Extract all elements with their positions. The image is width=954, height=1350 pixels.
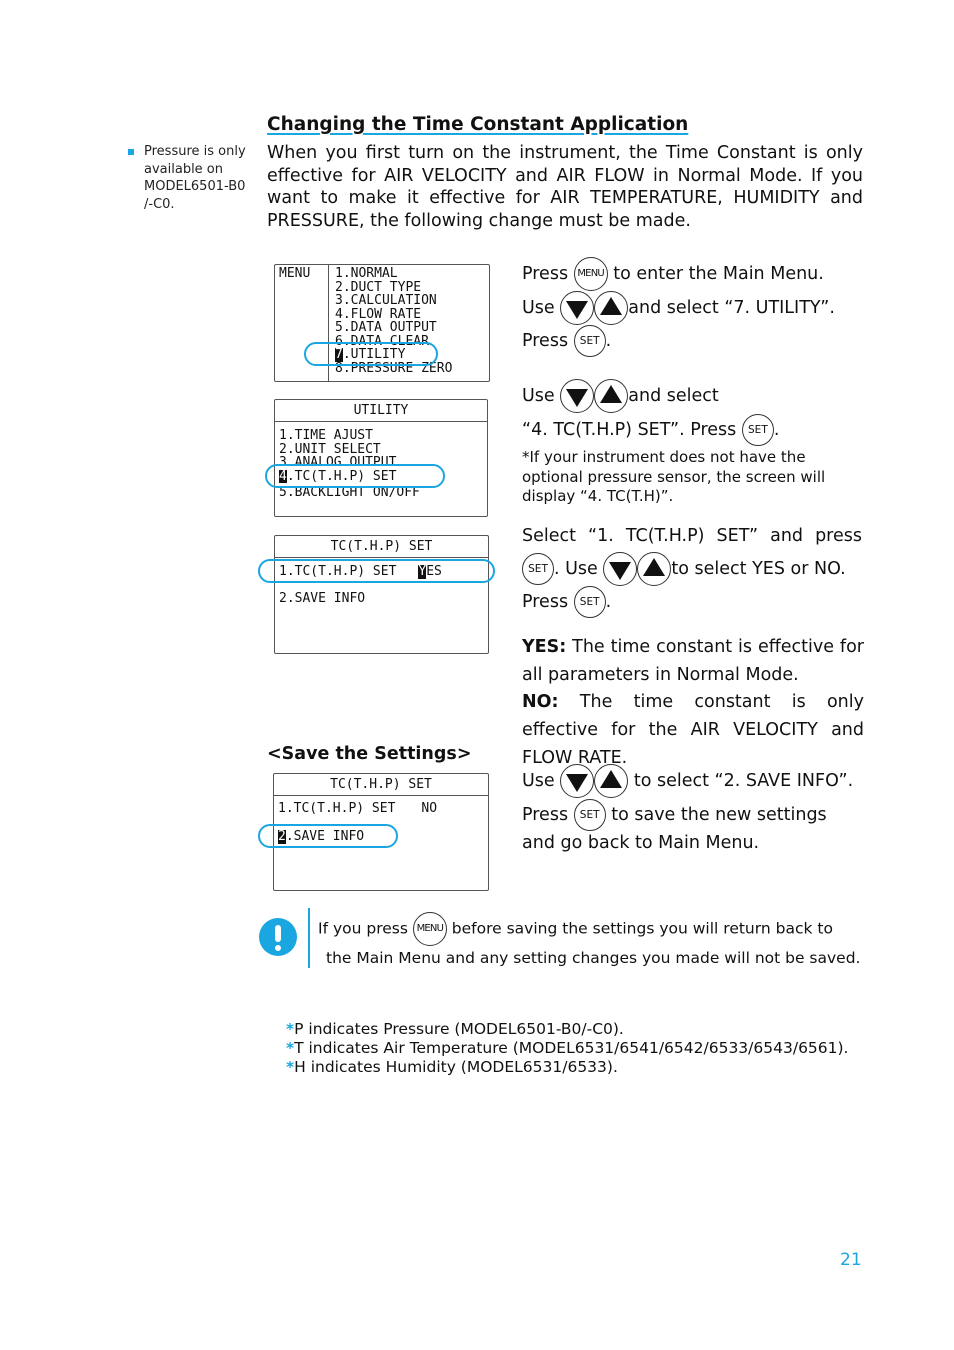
step-text: Press xyxy=(522,592,569,612)
tc-set-row xyxy=(278,802,437,816)
menu-button-icon: MENU xyxy=(413,912,447,946)
step-text: Use xyxy=(522,771,555,791)
save-step-use-arrows xyxy=(522,764,853,798)
tc-set-label: 1.TC(T.H.P) SET xyxy=(278,801,396,816)
utility-item: 2.UNIT SELECT xyxy=(279,441,381,457)
step-text: to save the new settings xyxy=(611,805,827,825)
set-button-icon: SET xyxy=(522,553,554,585)
step-press-set xyxy=(522,325,611,357)
yes-label: YES: xyxy=(522,637,567,657)
highlight-ring xyxy=(258,824,398,848)
menu-item: 4.FLOW RATE xyxy=(335,306,422,322)
lcd-cursor: 4 xyxy=(279,468,287,484)
tc-set-label: 1.TC(T.H.P) SET xyxy=(279,564,397,579)
step-text: . Use xyxy=(554,559,598,579)
lcd-header: TC(T.H.P) SET xyxy=(274,774,488,796)
asterisk-icon: * xyxy=(286,1020,295,1038)
lcd-utility xyxy=(274,399,488,517)
bullet-square-icon xyxy=(128,149,134,155)
down-arrow-icon xyxy=(560,379,594,413)
footnote xyxy=(286,1020,624,1039)
menu-item: 6.DATA CLEAR xyxy=(335,333,429,349)
warning-text: If you press xyxy=(318,919,408,938)
step-text: “4. TC(T.H.P) SET”. Press xyxy=(522,420,737,440)
menu-item-label: .UTILITY xyxy=(342,347,406,362)
warning-line-1 xyxy=(318,912,866,946)
lcd-cursor: 2 xyxy=(278,829,286,844)
save-step-press-set xyxy=(522,799,827,831)
warning-exclamation-icon xyxy=(259,918,297,956)
warning-note xyxy=(318,912,866,970)
no-explanation xyxy=(522,688,864,772)
section-title: Changing the Time Constant Application xyxy=(267,114,689,135)
up-arrow-icon xyxy=(637,552,671,586)
lcd-menu-label: MENU xyxy=(279,266,311,281)
lcd-header: UTILITY xyxy=(275,400,487,422)
lcd-cursor: Y xyxy=(418,564,427,579)
utility-item-label: .TC(T.H.P) SET xyxy=(286,468,397,484)
intro-paragraph: When you first turn on the instrument, the Time Constant is only effective for AIR VELOCITY and AIR FLOW in Normal Mode. If you want to make it effective for AIR TEMPERATURE, HUMIDITY and PRESSURE, the following change must be made. xyxy=(267,143,863,231)
down-arrow-icon xyxy=(560,291,594,325)
footnote xyxy=(286,1039,848,1058)
tc-set-value: NO xyxy=(421,801,438,816)
menu-item: 8.PRESSURE ZERO xyxy=(335,360,453,376)
step-text: and select “7. UTILITY”. xyxy=(628,298,835,318)
down-arrow-icon xyxy=(603,552,637,586)
utility-item: 1.TIME AJUST xyxy=(279,428,373,443)
step-press-set-confirm xyxy=(522,586,611,618)
step-text: and select xyxy=(628,386,719,406)
menu-item: 3.CALCULATION xyxy=(335,293,437,308)
step-text: to select “2. SAVE INFO”. xyxy=(633,771,854,791)
lcd-header: TC(T.H.P) SET xyxy=(275,536,488,558)
up-arrow-icon xyxy=(594,379,628,413)
no-text: The time constant is only effective for the AIR VELOCITY and FLOW RATE. xyxy=(522,692,864,768)
set-button-icon: SET xyxy=(574,586,606,618)
step-select-tc-set: Select “1. TC(T.H.P) SET” and press xyxy=(522,526,862,546)
down-arrow-icon xyxy=(560,764,594,798)
set-button-icon: SET xyxy=(574,325,606,357)
save-info-row: 2.SAVE INFO xyxy=(279,591,366,606)
warning-line-2: the Main Menu and any setting changes you made will not be saved. xyxy=(326,949,861,967)
step-text: Press xyxy=(522,331,569,351)
up-arrow-icon xyxy=(594,764,628,798)
step-text: Press xyxy=(522,805,569,825)
footnote-text: P indicates Pressure (MODEL6501-B0/-C0). xyxy=(294,1020,624,1038)
menu-item: 1.NORMAL xyxy=(335,266,398,281)
highlight-ring xyxy=(258,559,495,583)
footnote-text: H indicates Humidity (MODEL6531/6533). xyxy=(294,1058,618,1076)
warning-text: before saving the settings you will return back to xyxy=(451,919,833,938)
tc-set-value: ES xyxy=(426,564,442,579)
step-use-arrows xyxy=(522,291,835,325)
highlight-ring xyxy=(304,342,438,366)
set-button-icon: SET xyxy=(574,799,606,831)
footnote xyxy=(286,1058,618,1077)
menu-item: 5.DATA OUTPUT xyxy=(335,320,437,335)
step-select-tc xyxy=(522,414,779,446)
asterisk-icon: * xyxy=(286,1039,295,1057)
step-text: . xyxy=(773,420,780,440)
yes-explanation xyxy=(522,633,864,689)
step-press-menu xyxy=(522,257,824,291)
warning-divider xyxy=(308,908,310,968)
menu-item: 2.DUCT TYPE xyxy=(335,279,422,295)
lcd-cursor: 7 xyxy=(335,347,343,362)
footnote-text: T indicates Air Temperature (MODEL6531/6541/6542/6533/6543/6561). xyxy=(294,1039,849,1057)
step-use-arrows-utility xyxy=(522,379,719,413)
step-text: Use xyxy=(522,298,555,318)
save-settings-heading: <Save the Settings> xyxy=(267,744,472,764)
step-text: to select YES or NO. xyxy=(671,559,846,579)
lcd-tc-set xyxy=(274,535,489,654)
side-note xyxy=(128,143,250,213)
step-text: . xyxy=(605,592,612,612)
save-step-back: and go back to Main Menu. xyxy=(522,833,760,853)
step-text: Use xyxy=(522,386,555,406)
page-number: 21 xyxy=(840,1250,862,1270)
menu-button-icon: MENU xyxy=(574,257,608,291)
pressure-sensor-note: *If your instrument does not have the optional pressure sensor, the screen will display “4. TC(T.H)”. xyxy=(522,448,826,505)
step-text: to enter the Main Menu. xyxy=(613,264,824,284)
highlight-ring xyxy=(265,464,445,488)
step-text: . xyxy=(605,331,612,351)
save-info-label: .SAVE INFO xyxy=(285,829,365,844)
asterisk-icon: * xyxy=(286,1058,295,1076)
side-note-text: Pressure is only available on MODEL6501-B0 /-C0. xyxy=(144,144,246,212)
set-button-icon: SET xyxy=(742,414,774,446)
step-set-use-arrows xyxy=(522,552,846,586)
utility-item: 5.BACKLIGHT ON/OFF xyxy=(279,485,420,500)
no-label: NO: xyxy=(522,692,559,712)
utility-item: 3.ANALOG OUTPUT xyxy=(279,455,397,470)
step-text: Press xyxy=(522,264,569,284)
yes-text: The time constant is effective for all parameters in Normal Mode. xyxy=(522,637,864,685)
up-arrow-icon xyxy=(594,291,628,325)
